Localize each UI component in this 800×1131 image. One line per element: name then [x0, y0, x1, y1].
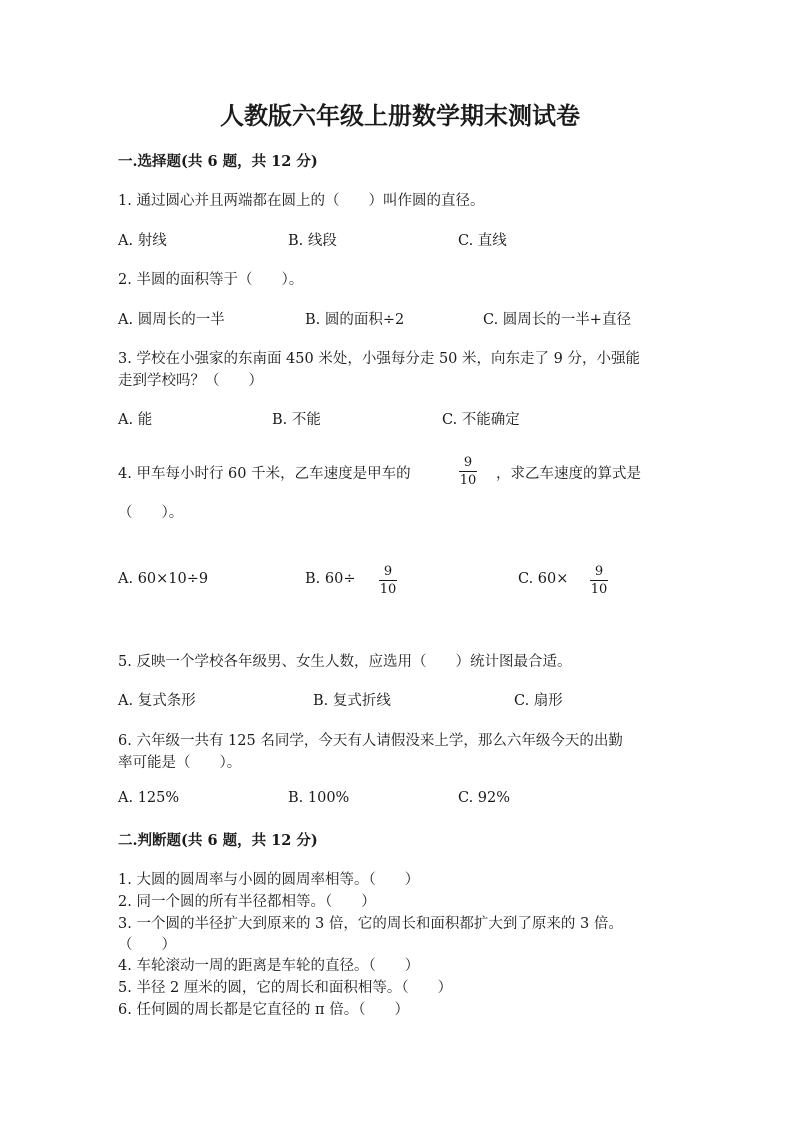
question-6-option-b: B. 100%	[288, 790, 350, 806]
question-3-option-c: C. 不能确定	[442, 412, 520, 428]
question-5-stem: 5. 反映一个学校各年级男、女生人数，应选用（ ）统计图最合适。	[118, 654, 572, 670]
question-2-option-a: A. 圆周长的一半	[118, 312, 225, 328]
fraction-denominator: 10	[590, 582, 608, 597]
question-4-option-b: B. 60÷	[305, 571, 356, 587]
page-title: 人教版六年级上册数学期末测试卷	[220, 101, 580, 130]
question-3-stem-line-2: 走到学校吗？（ ）	[118, 373, 263, 389]
judgement-item-1: 1. 大圆的圆周率与小圆的圆周率相等。（ ）	[118, 872, 420, 888]
fraction-numerator: 9	[463, 455, 473, 470]
fraction-bar	[459, 471, 477, 472]
question-5-option-c: C. 扇形	[514, 693, 563, 709]
question-1-stem: 1. 通过圆心并且两端都在圆上的（ ）叫作圆的直径。	[118, 193, 485, 209]
question-3-stem-line-1: 3. 学校在小强家的东南面 450 米处，小强每分走 50 米，向东走了 9 分，小强能	[118, 351, 640, 367]
fraction-numerator: 9	[594, 564, 604, 579]
question-2-option-c: C. 圆周长的一半+直径	[483, 312, 631, 328]
judgement-item-4: 4. 车轮滚动一周的距离是车轮的直径。（ ）	[118, 958, 420, 974]
judgement-item-2: 2. 同一个圆的所有半径都相等。（ ）	[118, 894, 376, 910]
question-2-option-b: B. 圆的面积÷2	[305, 312, 405, 328]
question-6-option-a: A. 125%	[118, 790, 180, 806]
question-6-stem-line-1: 6. 六年级一共有 125 名同学，今天有人请假没来上学，那么六年级今天的出勤	[118, 733, 623, 749]
question-6-option-c: C. 92%	[458, 790, 511, 806]
question-4-option-c: C. 60×	[518, 571, 569, 587]
question-2-stem: 2. 半圆的面积等于（ ）。	[118, 272, 304, 288]
fraction-bar	[590, 580, 608, 581]
fraction-bar	[379, 580, 397, 581]
question-4-stem-part-2: ，求乙车速度的算式是	[496, 466, 641, 482]
section-heading-judgement: 二.判断题(共 6 题，共 12 分)	[118, 832, 318, 849]
judgement-item-5: 5. 半径 2 厘米的圆，它的周长和面积相等。（ ）	[118, 980, 453, 996]
fraction-numerator: 9	[383, 564, 393, 579]
question-4-option-a: A. 60×10÷9	[118, 571, 209, 587]
section-heading-choice: 一.选择题(共 6 题，共 12 分)	[118, 153, 318, 170]
question-4-stem-part-1: 4. 甲车每小时行 60 千米，乙车速度是甲车的	[118, 466, 411, 482]
judgement-item-3: 3. 一个圆的半径扩大到原来的 3 倍，它的周长和面积都扩大到了原来的 3 倍。	[118, 916, 623, 932]
question-4-stem-line-2: （ ）。	[118, 505, 184, 521]
question-3-option-b: B. 不能	[272, 412, 321, 428]
question-1-option-a: A. 射线	[118, 233, 167, 249]
question-5-option-b: B. 复式折线	[313, 693, 391, 709]
question-1-option-c: C. 直线	[458, 233, 507, 249]
judgement-item-6: 6. 任何圆的周长都是它直径的 π 倍。（ ）	[118, 1002, 409, 1018]
question-3-option-a: A. 能	[118, 412, 153, 428]
question-5-option-a: A. 复式条形	[118, 693, 196, 709]
question-6-stem-line-2: 率可能是（ ）。	[118, 755, 242, 771]
judgement-item-3-continued: （ ）	[118, 937, 176, 953]
question-4-option-c-fraction	[590, 564, 608, 597]
question-1-option-b: B. 线段	[288, 233, 337, 249]
fraction-denominator: 10	[379, 582, 397, 597]
fraction-denominator: 10	[459, 473, 477, 488]
question-4-option-b-fraction	[379, 564, 397, 597]
question-4-fraction	[459, 455, 477, 488]
